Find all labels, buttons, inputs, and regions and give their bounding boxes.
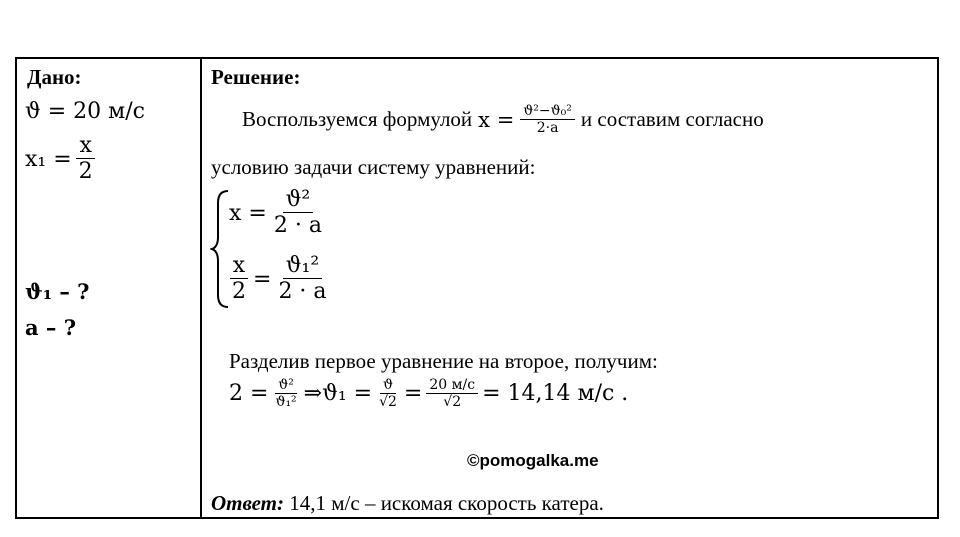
sys2-lnum: x xyxy=(230,253,248,279)
sys1-fraction xyxy=(271,187,325,240)
find-speed: ϑ₁ – ? xyxy=(25,279,90,304)
answer-text: 14,1 м/с – искомая скорость катера. xyxy=(284,491,604,515)
answer-label: Ответ: xyxy=(211,491,284,515)
res-f2-den: √2 xyxy=(379,394,397,411)
sys1-lhs: x = xyxy=(229,200,267,226)
intro-line-2: условию задачи систему уравнений: xyxy=(211,155,536,179)
sys1-den: 2 · a xyxy=(273,213,322,239)
res-f3-num: 20 м/с xyxy=(426,377,478,394)
given-distance xyxy=(25,133,96,186)
given-distance-num: x xyxy=(76,133,94,159)
divide-text: Разделив первое уравнение на второе, получим: xyxy=(229,349,658,373)
formula-lhs: x = xyxy=(478,107,515,132)
given-distance-den: 2 xyxy=(78,159,93,185)
find-acceleration: a – ? xyxy=(25,315,77,340)
watermark: ©pomogalka.me xyxy=(467,451,599,470)
result-line xyxy=(229,377,628,411)
res-f1-den: ϑ₁² xyxy=(275,394,297,411)
sys1-num: ϑ² xyxy=(283,187,314,213)
result-two: 2 = xyxy=(229,381,269,407)
task-table xyxy=(15,57,939,519)
res-f3-den: √2 xyxy=(443,394,462,411)
solution-heading: Решение: xyxy=(211,65,301,89)
column-divider xyxy=(200,59,202,517)
sys2-eq: = xyxy=(253,266,272,292)
given-distance-lhs: x₁ = xyxy=(25,146,72,172)
given-distance-fraction xyxy=(76,133,96,186)
formula-num: ϑ²−ϑ₀² xyxy=(520,103,575,120)
system-eq-1 xyxy=(229,187,325,240)
sys2-den: 2 · a xyxy=(278,279,327,305)
result-eq: = xyxy=(403,381,423,407)
result-value: = 14,14 м/с . xyxy=(482,381,629,407)
result-fraction-2 xyxy=(376,377,400,411)
result-fraction-1 xyxy=(272,377,299,411)
intro-after: и составим согласно xyxy=(580,107,764,132)
given-speed: ϑ = 20 м/с xyxy=(25,99,145,124)
formula-fraction xyxy=(520,103,575,137)
given-heading: Дано: xyxy=(27,65,82,89)
sys2-num: ϑ₁² xyxy=(283,253,322,279)
res-f1-num: ϑ² xyxy=(275,377,297,394)
answer-line xyxy=(211,491,604,516)
res-f2-num: ϑ xyxy=(380,377,396,394)
result-arrow: ⇒ϑ₁ = xyxy=(303,381,373,407)
intro-before: Воспользуемся формулой xyxy=(242,107,473,132)
formula-den: 2·a xyxy=(536,120,559,137)
sys2-right-fraction xyxy=(275,253,329,306)
result-fraction-3 xyxy=(426,377,478,411)
sys2-lden: 2 xyxy=(232,279,246,305)
intro-line xyxy=(242,103,764,137)
sys2-left-fraction xyxy=(229,253,249,306)
system-eq-2 xyxy=(229,253,330,306)
